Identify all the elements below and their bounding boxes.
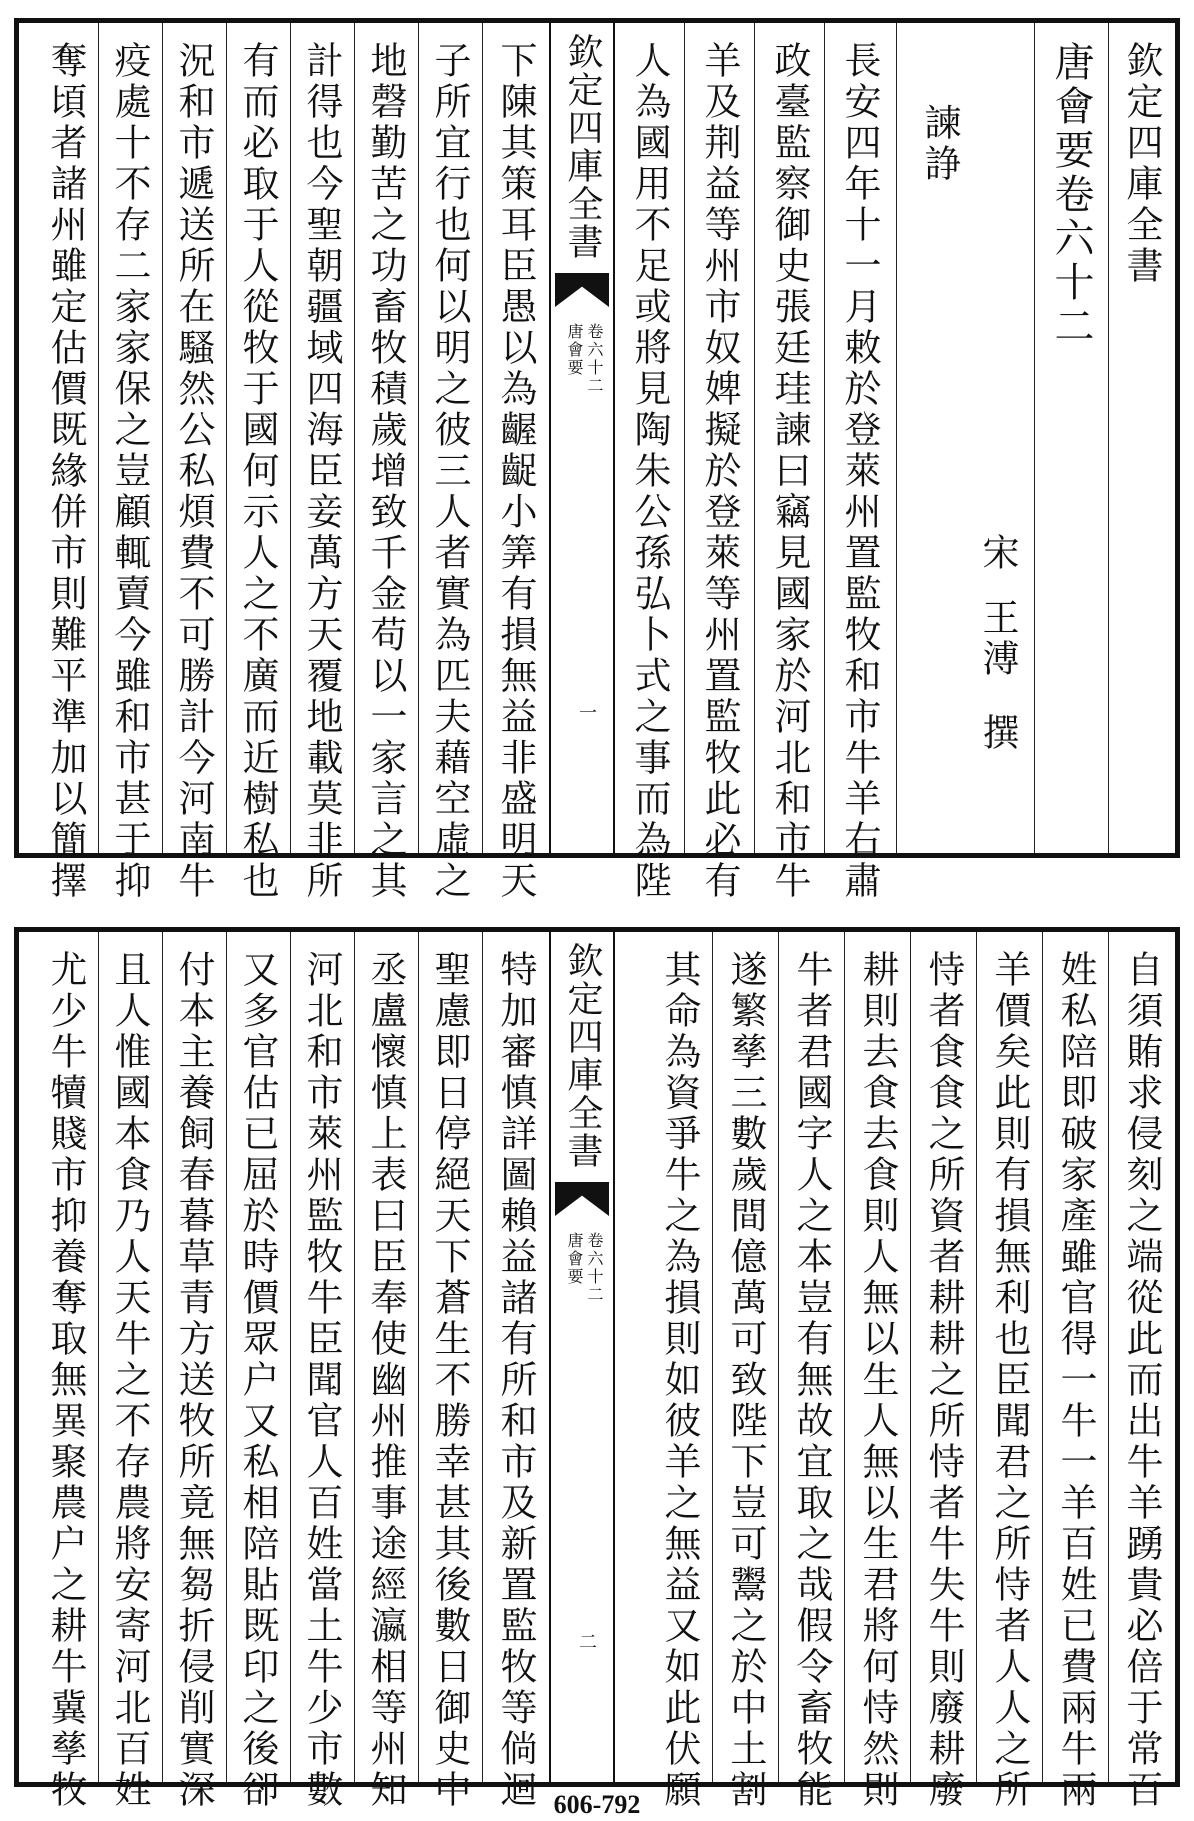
strip-page-number: 一 (576, 703, 597, 721)
lower-center-strip (549, 932, 615, 1782)
column-rule (1034, 23, 1035, 853)
strip-title: 欽定四庫全書 (562, 33, 603, 261)
column-rule (226, 23, 227, 853)
upper-text-col-1: 長安四年十一月敕於登萊州置監牧和市牛羊右肅 (838, 41, 881, 902)
column-rule (754, 23, 755, 853)
upper-center-strip (549, 23, 615, 853)
fish-tail-mark (555, 273, 609, 307)
column-rule (712, 932, 713, 1782)
upper-text-col-11: 疫處十不存二家家保之豈顧輒賣今雖和市甚于抑 (108, 41, 151, 902)
column-rule (482, 23, 483, 853)
column-rule (976, 932, 977, 1782)
lower-text-col-12: 河北和市萊州監牧牛臣聞官人百姓當土牛少市數 (300, 950, 343, 1811)
lower-text-col-9: 特加審慎詳圖賴益諸有所和市及新置監牧等倘迴 (494, 950, 537, 1811)
lower-text-col-3: 羊價矣此則有損無利也臣聞君之所恃者人人之所 (988, 950, 1031, 1811)
lower-text-col-4: 恃者食食之所資者耕耕之所恃者牛失牛則廢耕廢 (922, 950, 965, 1811)
lower-text-col-13: 又多官估已屈於時價眾户又私相陪貼既印之後卻 (236, 950, 279, 1811)
column-rule (482, 932, 483, 1782)
lower-text-col-1: 自須賄求侵刻之端從此而出牛羊踴貴必倍于常百 (1120, 950, 1163, 1811)
column-rule (844, 932, 845, 1782)
upper-text-col-4: 人為國用不足或將見陶朱公孫弘卜式之事而為陛 (628, 41, 671, 902)
upper-text-col-6: 子所宜行也何以明之彼三人者實為匹夫藉空虛之 (428, 41, 471, 902)
strip-book: 唐會要 (565, 323, 584, 377)
column-rule (824, 23, 825, 853)
column-rule (290, 23, 291, 853)
upper-text-col-9: 有而必取于人從牧于國何示人之不廣而近樹私也 (236, 41, 279, 902)
column-rule (354, 23, 355, 853)
column-rule (226, 932, 227, 1782)
upper-text-col-5: 下陳其策耳臣愚以為齷齪小筭有損無益非盛明天 (494, 41, 537, 902)
upper-book-title: 唐會要卷六十二 (1048, 41, 1094, 349)
column-rule (1108, 932, 1109, 1782)
column-rule (354, 932, 355, 1782)
strip-volume: 卷六十二 (585, 1232, 604, 1304)
column-rule (98, 23, 99, 853)
lower-text-col-14: 付本主養飼春暮草青方送牧所竟無芻折侵削實深 (172, 950, 215, 1811)
fish-tail-mark (555, 1182, 609, 1216)
column-rule (1042, 932, 1043, 1782)
lower-text-col-15: 且人惟國本食乃人天牛之不存農將安寄河北百姓 (108, 950, 151, 1811)
upper-text-col-3: 羊及荆益等州市奴婢擬於登萊等州置監牧此必有 (698, 41, 741, 902)
column-rule (778, 932, 779, 1782)
column-rule (896, 23, 897, 853)
strip-page-number: 二 (576, 1632, 597, 1650)
upper-header-title: 欽定四庫全書 (1120, 41, 1163, 287)
strip-title: 欽定四庫全書 (562, 942, 603, 1170)
lower-text-col-5: 耕則去食去食則人無以生人無以生君將何恃然則 (856, 950, 899, 1811)
strip-volume: 卷六十二 (585, 323, 604, 395)
upper-text-col-8: 計得也今聖朝疆域四海臣妾萬方天覆地載莫非所 (300, 41, 343, 902)
upper-author-name: 王溥 (976, 598, 1019, 680)
strip-book: 唐會要 (565, 1232, 584, 1286)
upper-text-col-12: 奪頃者諸州雖定估價既緣併市則難平準加以簡擇 (44, 41, 87, 902)
upper-author-role: 撰 (976, 713, 1019, 754)
column-rule (418, 932, 419, 1782)
upper-author-dynasty: 宋 (976, 533, 1019, 574)
lower-text-col-7: 遂繁孳三數歲間億萬可致陛下豈可鬻之於中土割 (724, 950, 767, 1811)
column-rule (162, 23, 163, 853)
upper-text-col-10: 況和市遞送所在騷然公私煩費不可勝計今河南牛 (172, 41, 215, 902)
column-rule (910, 932, 911, 1782)
upper-text-col-7: 地磬勤苦之功畜牧積歲增致千金苟以一家言之其 (364, 41, 407, 902)
lower-text-col-6: 牛者君國字人之本豈有無故宜取之哉假令畜牧能 (790, 950, 833, 1811)
column-rule (290, 932, 291, 1782)
column-rule (418, 23, 419, 853)
footer-page-number: 606-792 (553, 1790, 641, 1819)
column-rule (684, 23, 685, 853)
column-rule (1108, 23, 1109, 853)
upper-text-col-2: 政臺監察御史張廷珪諫曰竊見國家於河北和市牛 (768, 41, 811, 902)
lower-text-col-16: 尤少牛犢賤市抑養奪取無異聚農户之耕牛冀孳牧 (44, 950, 87, 1811)
column-rule (162, 932, 163, 1782)
lower-text-col-10: 聖慮即日停絕天下蒼生不勝幸甚其後數日御史中 (428, 950, 471, 1811)
upper-section-heading: 諫諍 (918, 103, 961, 185)
upper-page (14, 18, 1180, 902)
lower-text-col-11: 丞盧懷慎上表曰臣奉使幽州推事途經瀛相等州知 (364, 950, 407, 1811)
lower-text-col-8: 其命為資爭牛之為損則如彼羊之無益又如此伏願 (658, 950, 701, 1811)
column-rule (98, 932, 99, 1782)
lower-text-col-2: 姓私陪即破家產雖官得一牛一羊百姓已費兩牛兩 (1054, 950, 1097, 1811)
